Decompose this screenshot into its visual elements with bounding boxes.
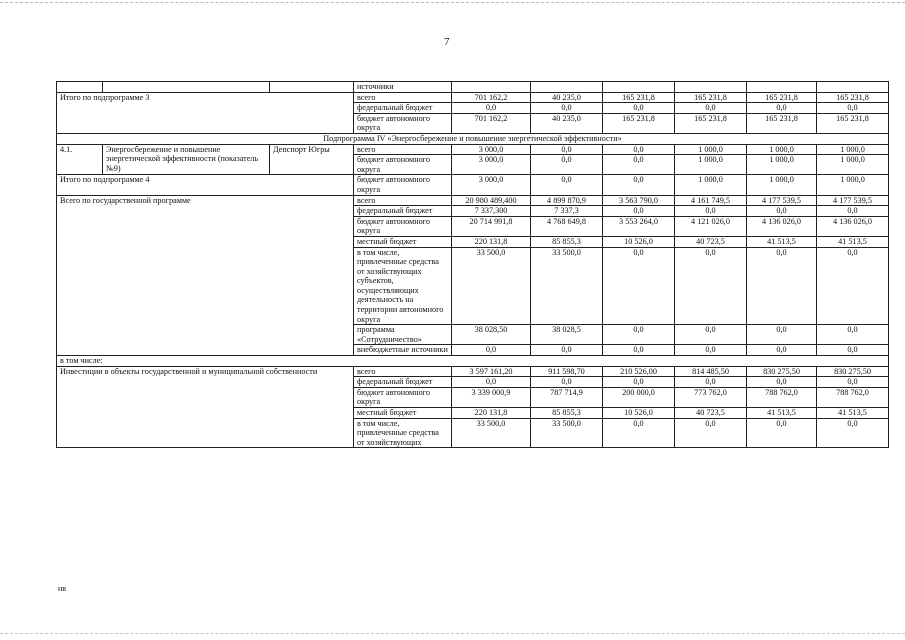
executor-cell: Депспорт Югры: [270, 144, 354, 175]
amount-cell: 3 339 000,9: [452, 387, 531, 407]
table-row: [57, 195, 889, 206]
amount-cell: 0,0: [747, 418, 817, 448]
amount-cell: 4 161 749,5: [675, 195, 747, 206]
amount-cell: 41 513,5: [747, 408, 817, 419]
amount-cell: [603, 82, 675, 93]
amount-cell: 0,0: [603, 206, 675, 217]
amount-cell: 0,0: [747, 325, 817, 345]
table-cell: [57, 82, 103, 93]
amount-cell: 165 231,8: [675, 113, 747, 133]
table-row: [57, 366, 889, 377]
amount-cell: 0,0: [747, 103, 817, 114]
funding-source-cell: местный бюджет: [354, 236, 452, 247]
amount-cell: 1 000,0: [817, 155, 889, 175]
amount-cell: 0,0: [603, 247, 675, 325]
funding-source-cell: источники: [354, 82, 452, 93]
amount-cell: 0,0: [531, 377, 603, 388]
amount-cell: 0,0: [817, 325, 889, 345]
section-label-cell: в том числе:: [57, 356, 889, 367]
measure-number-cell: 4.1.: [57, 144, 103, 175]
amount-cell: 0,0: [747, 206, 817, 217]
amount-cell: 85 855,3: [531, 236, 603, 247]
amount-cell: 200 000,0: [603, 387, 675, 407]
amount-cell: 165 231,8: [747, 92, 817, 103]
amount-cell: 0,0: [452, 103, 531, 114]
funding-source-cell: всего: [354, 195, 452, 206]
funding-source-cell: федеральный бюджет: [354, 206, 452, 217]
amount-cell: 4 177 539,5: [817, 195, 889, 206]
amount-cell: 0,0: [817, 247, 889, 325]
funding-source-cell: в том числе, привлеченные средства от хозяйствующих субъектов, осуществляющих деятельность на территории автономного округа: [354, 247, 452, 325]
amount-cell: 0,0: [675, 418, 747, 448]
amount-cell: 0,0: [531, 175, 603, 195]
amount-cell: 0,0: [675, 325, 747, 345]
amount-cell: [531, 82, 603, 93]
amount-cell: 788 762,0: [817, 387, 889, 407]
funding-source-cell: федеральный бюджет: [354, 377, 452, 388]
amount-cell: 165 231,8: [603, 92, 675, 103]
amount-cell: 10 526,0: [603, 408, 675, 419]
amount-cell: 4 768 649,8: [531, 216, 603, 236]
funding-source-cell: федеральный бюджет: [354, 103, 452, 114]
funding-source-cell: всего: [354, 366, 452, 377]
amount-cell: 788 762,0: [747, 387, 817, 407]
funding-source-cell: программа «Сотрудничество»: [354, 325, 452, 345]
amount-cell: 10 526,0: [603, 236, 675, 247]
amount-cell: 701 162,2: [452, 113, 531, 133]
table-row: [57, 82, 889, 93]
group-label-cell: Итого по подпрограмме 4: [57, 175, 354, 195]
amount-cell: 165 231,8: [817, 113, 889, 133]
amount-cell: 33 500,0: [452, 247, 531, 325]
funding-source-cell: внебюджетные источники: [354, 345, 452, 356]
table-row: [57, 356, 889, 367]
amount-cell: 165 231,8: [603, 113, 675, 133]
funding-source-cell: бюджет автономного округа: [354, 175, 452, 195]
amount-cell: 787 714,9: [531, 387, 603, 407]
amount-cell: 1 000,0: [747, 144, 817, 155]
amount-cell: 41 513,5: [817, 236, 889, 247]
amount-cell: 0,0: [531, 144, 603, 155]
amount-cell: 1 000,0: [817, 144, 889, 155]
amount-cell: 0,0: [675, 206, 747, 217]
amount-cell: 0,0: [603, 175, 675, 195]
amount-cell: 1 000,0: [747, 155, 817, 175]
budget-table: [56, 81, 889, 448]
amount-cell: 7 337,3: [531, 206, 603, 217]
amount-cell: 0,0: [531, 155, 603, 175]
amount-cell: 38 028,5: [531, 325, 603, 345]
table-row: [57, 144, 889, 155]
amount-cell: [452, 82, 531, 93]
page-number: 7: [444, 36, 450, 48]
amount-cell: 165 231,8: [675, 92, 747, 103]
funding-source-cell: в том числе, привлеченные средства от хозяйствующих: [354, 418, 452, 448]
amount-cell: 4 177 539,5: [747, 195, 817, 206]
amount-cell: 0,0: [603, 144, 675, 155]
amount-cell: 830 275,50: [747, 366, 817, 377]
amount-cell: 3 000,0: [452, 155, 531, 175]
subprogram-row: [57, 133, 889, 144]
amount-cell: 220 131,8: [452, 408, 531, 419]
amount-cell: 814 485,50: [675, 366, 747, 377]
amount-cell: 0,0: [531, 103, 603, 114]
funding-source-cell: всего: [354, 92, 452, 103]
amount-cell: 40 723,5: [675, 236, 747, 247]
amount-cell: 0,0: [603, 325, 675, 345]
scan-edge-top: [0, 2, 905, 3]
amount-cell: 85 855,3: [531, 408, 603, 419]
amount-cell: 1 000,0: [817, 175, 889, 195]
amount-cell: 4 899 870,9: [531, 195, 603, 206]
amount-cell: 1 000,0: [675, 155, 747, 175]
amount-cell: 4 121 026,0: [675, 216, 747, 236]
amount-cell: 40 235,0: [531, 92, 603, 103]
funding-source-cell: всего: [354, 144, 452, 155]
table-cell: [103, 82, 270, 93]
amount-cell: [747, 82, 817, 93]
amount-cell: 41 513,5: [747, 236, 817, 247]
amount-cell: 0,0: [603, 377, 675, 388]
amount-cell: 0,0: [452, 345, 531, 356]
amount-cell: 0,0: [452, 377, 531, 388]
amount-cell: 1 000,0: [747, 175, 817, 195]
amount-cell: 33 500,0: [531, 418, 603, 448]
amount-cell: 0,0: [675, 345, 747, 356]
amount-cell: 20 980 489,400: [452, 195, 531, 206]
amount-cell: 3 563 790,0: [603, 195, 675, 206]
amount-cell: 3 553 264,0: [603, 216, 675, 236]
footer-mark: нв: [58, 584, 67, 593]
amount-cell: 0,0: [747, 247, 817, 325]
amount-cell: 0,0: [603, 418, 675, 448]
amount-cell: 0,0: [603, 155, 675, 175]
funding-source-cell: бюджет автономного округа: [354, 216, 452, 236]
funding-source-cell: местный бюджет: [354, 408, 452, 419]
amount-cell: 0,0: [817, 103, 889, 114]
amount-cell: 0,0: [817, 345, 889, 356]
amount-cell: 7 337,300: [452, 206, 531, 217]
amount-cell: 773 762,0: [675, 387, 747, 407]
amount-cell: 40 723,5: [675, 408, 747, 419]
amount-cell: 0,0: [675, 103, 747, 114]
amount-cell: 0,0: [817, 418, 889, 448]
amount-cell: 33 500,0: [452, 418, 531, 448]
amount-cell: 33 500,0: [531, 247, 603, 325]
amount-cell: 4 136 026,0: [747, 216, 817, 236]
amount-cell: 0,0: [675, 247, 747, 325]
amount-cell: 41 513,5: [817, 408, 889, 419]
amount-cell: 0,0: [747, 345, 817, 356]
amount-cell: 1 000,0: [675, 144, 747, 155]
table-row: [57, 175, 889, 195]
amount-cell: 20 714 991,8: [452, 216, 531, 236]
amount-cell: 40 235,0: [531, 113, 603, 133]
amount-cell: 165 231,8: [747, 113, 817, 133]
amount-cell: [675, 82, 747, 93]
amount-cell: 1 000,0: [675, 175, 747, 195]
amount-cell: 0,0: [531, 345, 603, 356]
amount-cell: 911 598,70: [531, 366, 603, 377]
group-label-cell: Итого по подпрограмме 3: [57, 92, 354, 133]
amount-cell: 165 231,8: [817, 92, 889, 103]
amount-cell: 0,0: [817, 206, 889, 217]
group-label-cell: Всего по государственной программе: [57, 195, 354, 356]
amount-cell: 0,0: [603, 103, 675, 114]
amount-cell: 0,0: [747, 377, 817, 388]
amount-cell: 3 000,0: [452, 144, 531, 155]
amount-cell: [817, 82, 889, 93]
amount-cell: 3 000,0: [452, 175, 531, 195]
amount-cell: 3 597 161,20: [452, 366, 531, 377]
amount-cell: 701 162,2: [452, 92, 531, 103]
funding-source-cell: бюджет автономного округа: [354, 387, 452, 407]
table-cell: [270, 82, 354, 93]
amount-cell: 0,0: [675, 377, 747, 388]
amount-cell: 4 136 026,0: [817, 216, 889, 236]
funding-source-cell: бюджет автономного округа: [354, 155, 452, 175]
amount-cell: 38 028,50: [452, 325, 531, 345]
amount-cell: 0,0: [817, 377, 889, 388]
group-label-cell: Инвестиции в объекты государственной и муниципальной собственности: [57, 366, 354, 448]
measure-name-cell: Энергосбережение и повышение энергетической эффективности (показатель №9): [103, 144, 270, 175]
scan-edge-bottom: [0, 633, 905, 634]
amount-cell: 830 275,50: [817, 366, 889, 377]
amount-cell: 220 131,8: [452, 236, 531, 247]
amount-cell: 210 526,00: [603, 366, 675, 377]
subprogram-title-cell: Подпрограмма IV «Энергосбережение и повышение энергетической эффективности»: [57, 133, 889, 144]
funding-source-cell: бюджет автономного округа: [354, 113, 452, 133]
table-row: [57, 92, 889, 103]
amount-cell: 0,0: [603, 345, 675, 356]
